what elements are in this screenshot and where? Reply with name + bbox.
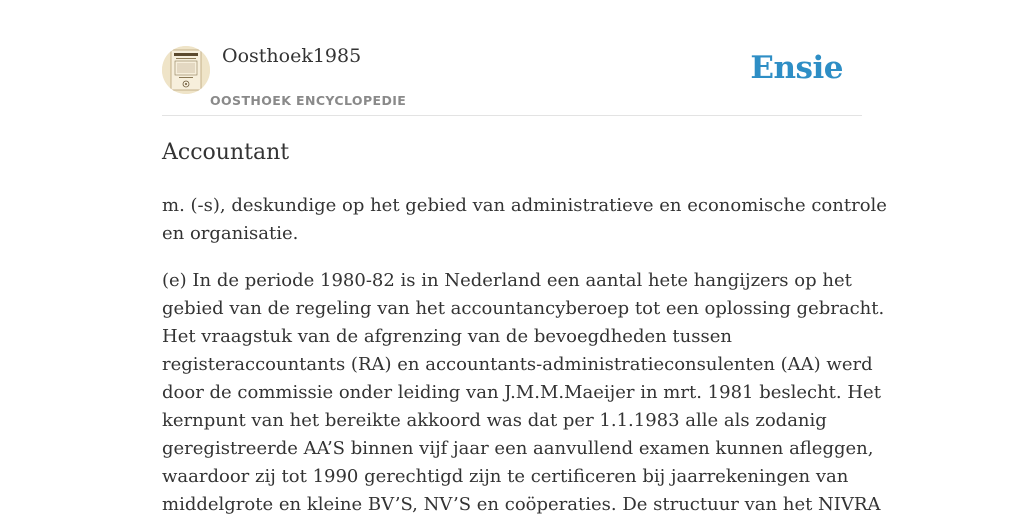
article-title: Accountant — [162, 140, 290, 165]
article-card — [162, 0, 887, 515]
brand-logo[interactable]: Ensie — [750, 50, 843, 86]
text-line: m. (-s), deskundige op het gebied van administratieve en economische controle — [162, 195, 887, 216]
body-paragraph — [162, 267, 885, 519]
article-header — [162, 0, 862, 116]
text-line: door de commissie onder leiding van J.M.M.Maeijer in mrt. 1981 beslecht. Het — [162, 382, 881, 403]
text-line: en organisatie. — [162, 223, 299, 244]
text-line: geregistreerde AA’S binnen vijf jaar een aanvullend examen kunnen afleggen, — [162, 438, 874, 459]
text-line: waardoor zij tot 1990 gerechtigd zijn te certificeren bij jaarrekeningen van — [162, 466, 849, 487]
author-avatar[interactable] — [162, 46, 210, 94]
text-line: middelgrote en kleine BV’S, NV’S en coöperaties. De structuur van het NIVRA — [162, 494, 881, 515]
encyclopedia-cover-icon — [162, 46, 210, 94]
text-line: kernpunt van het bereikte akkoord was dat per 1.1.1983 alle als zodanig — [162, 410, 827, 431]
text-line: gebied van de regeling van het accountancyberoep tot een oplossing gebracht. — [162, 298, 885, 319]
text-line: registeraccountants (RA) en accountants-administratieconsulenten (AA) werd — [162, 354, 873, 375]
definition-paragraph — [162, 192, 887, 248]
text-line: Het vraagstuk van de afgrenzing van de bevoegdheden tussen — [162, 326, 732, 347]
text-line: (e) In de periode 1980-82 is in Nederland een aantal hete hangijzers op het — [162, 270, 852, 291]
author-name[interactable]: Oosthoek1985 — [222, 45, 362, 67]
source-label[interactable]: OOSTHOEK ENCYCLOPEDIE — [210, 93, 407, 108]
